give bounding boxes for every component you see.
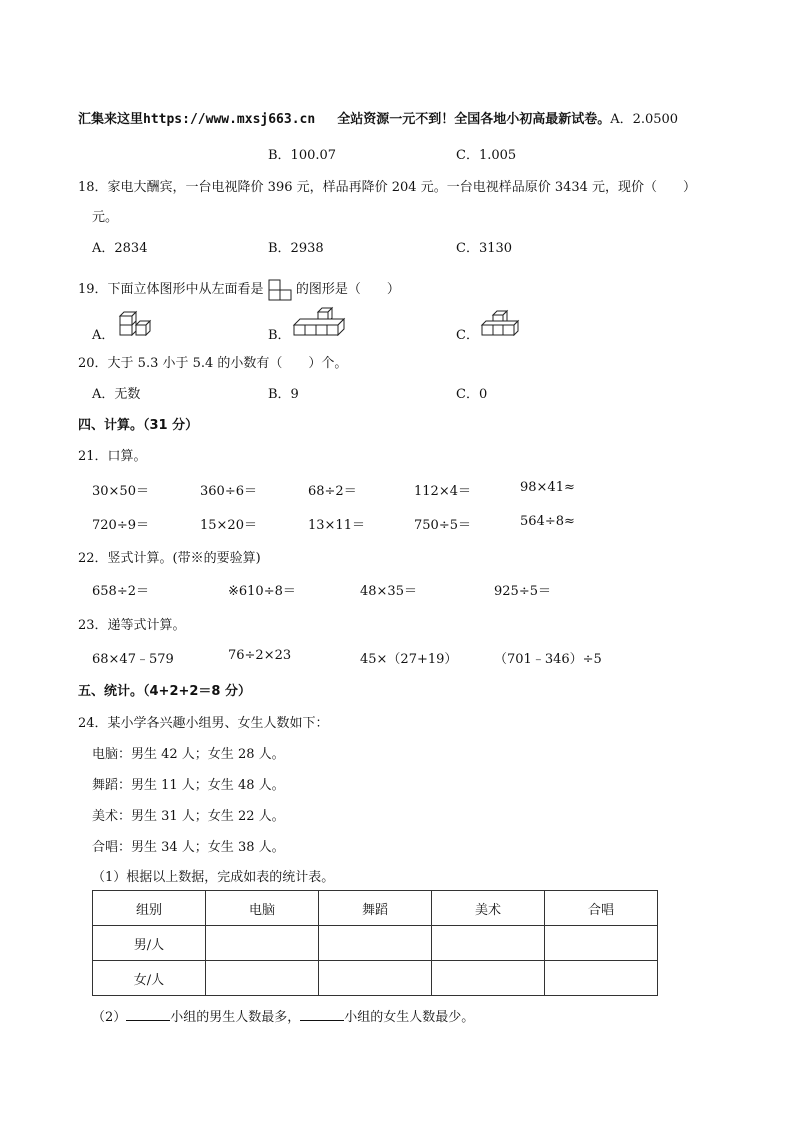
q21-title: 21．口算。	[78, 449, 147, 464]
q20-option-c: C．0	[456, 387, 488, 402]
q22-item: 48×35＝	[360, 584, 417, 599]
table-row	[93, 926, 658, 961]
q22-title: 22．竖式计算。(带※的要验算)	[78, 551, 261, 566]
q18-option-c: C．3130	[456, 241, 513, 256]
q18-option-b: B．2938	[268, 241, 324, 256]
table-cell-blank[interactable]	[319, 961, 432, 996]
q24-data-line: 合唱：男生 34 人；女生 38 人。	[92, 840, 285, 855]
q21-item: 564÷8≈	[520, 514, 575, 529]
header-site: 汇集来这里https://www.mxsj663.cn	[78, 112, 316, 127]
q20-stem: 20．大于 5.3 小于 5.4 的小数有（ ）个。	[78, 356, 348, 371]
q22-item: 658÷2＝	[92, 584, 149, 599]
table-header-cell: 合唱	[545, 891, 658, 926]
q21-item: 750÷5＝	[414, 518, 471, 533]
table-cell-blank[interactable]	[432, 926, 545, 961]
q21-item: 98×41≈	[520, 480, 575, 495]
table-header-row	[93, 891, 658, 926]
q19-suffix: 的图形是（ ）	[295, 282, 400, 297]
table-row-label: 男/人	[93, 926, 206, 961]
q18-stem: 18．家电大酬宾，一台电视降价 396 元，样品再降价 204 元。一台电视样品原价 3434 元，现价（ ）	[78, 180, 697, 195]
q23-item: 76÷2×23	[228, 648, 292, 663]
q23-item: 45×（27+19）	[360, 652, 458, 667]
q17-option-a: A．2.0500	[610, 112, 679, 127]
table-cell-blank[interactable]	[545, 961, 658, 996]
q19-prefix: 19．下面立体图形中从左面看是	[78, 282, 264, 297]
q24-data-line: 舞蹈：男生 11 人；女生 48 人。	[92, 778, 285, 793]
table-header-cell: 组别	[93, 891, 206, 926]
q19-option-c-label: C．	[456, 328, 479, 343]
left-view-shape-icon	[268, 279, 292, 301]
cube-figure-a-icon	[116, 308, 156, 336]
q21-item: 15×20＝	[200, 518, 257, 533]
q20-option-a: A．无数	[92, 387, 141, 402]
q21-item: 13×11＝	[308, 518, 365, 533]
q22-item: ※610÷8＝	[228, 584, 296, 599]
header-line	[78, 108, 678, 127]
q23-title: 23．递等式计算。	[78, 618, 186, 633]
q24-sub1: （1）根据以上数据，完成如表的统计表。	[92, 870, 335, 885]
q19-option-b-label: B．	[268, 328, 291, 343]
q21-item: 720÷9＝	[92, 518, 149, 533]
q18-option-a: A．2834	[92, 241, 148, 256]
q24-title: 24．某小学各兴趣小组男、女生人数如下：	[78, 716, 329, 731]
cube-figure-c-icon	[480, 308, 522, 336]
table-row	[93, 961, 658, 996]
q24-sub2-end: 小组的女生人数最少。	[344, 1010, 475, 1025]
q24-sub2	[92, 1006, 474, 1025]
stats-table	[92, 890, 658, 996]
answer-blank-1[interactable]	[126, 1008, 170, 1021]
q24-sub2-middle: 小组的男生人数最多，	[170, 1010, 301, 1025]
table-cell-blank[interactable]	[206, 926, 319, 961]
section-4-heading: 四、计算。（31 分）	[78, 418, 199, 433]
table-cell-blank[interactable]	[319, 926, 432, 961]
table-row-label: 女/人	[93, 961, 206, 996]
table-header-cell: 美术	[432, 891, 545, 926]
q19-option-a-label: A．	[92, 328, 115, 343]
header-slogan: 全站资源一元不到！全国各地小初高最新试卷。	[337, 112, 611, 127]
q21-item: 112×4＝	[414, 484, 471, 499]
q24-data-line: 电脑：男生 42 人；女生 28 人。	[92, 747, 285, 762]
q21-item: 360÷6＝	[200, 484, 257, 499]
answer-blank-2[interactable]	[300, 1008, 344, 1021]
q22-item: 925÷5＝	[494, 584, 551, 599]
table-cell-blank[interactable]	[545, 926, 658, 961]
q19-stem	[78, 278, 400, 301]
cube-figure-b-icon	[292, 306, 348, 336]
q21-item: 68÷2＝	[308, 484, 357, 499]
q17-option-c: C．1.005	[456, 148, 517, 163]
q24-sub2-prefix: （2）	[92, 1010, 127, 1025]
table-header-cell: 电脑	[206, 891, 319, 926]
q23-item: （701﹣346）÷5	[494, 652, 602, 667]
q17-option-b: B．100.07	[268, 148, 337, 163]
table-cell-blank[interactable]	[432, 961, 545, 996]
q21-item: 30×50＝	[92, 484, 149, 499]
table-cell-blank[interactable]	[206, 961, 319, 996]
table-header-cell: 舞蹈	[319, 891, 432, 926]
q18-stem-cont: 元。	[92, 210, 119, 225]
q23-item: 68×47﹣579	[92, 652, 174, 667]
section-5-heading: 五、统计。（4+2+2＝8 分）	[78, 684, 251, 699]
q24-data-line: 美术：男生 31 人；女生 22 人。	[92, 809, 285, 824]
q20-option-b: B．9	[268, 387, 299, 402]
